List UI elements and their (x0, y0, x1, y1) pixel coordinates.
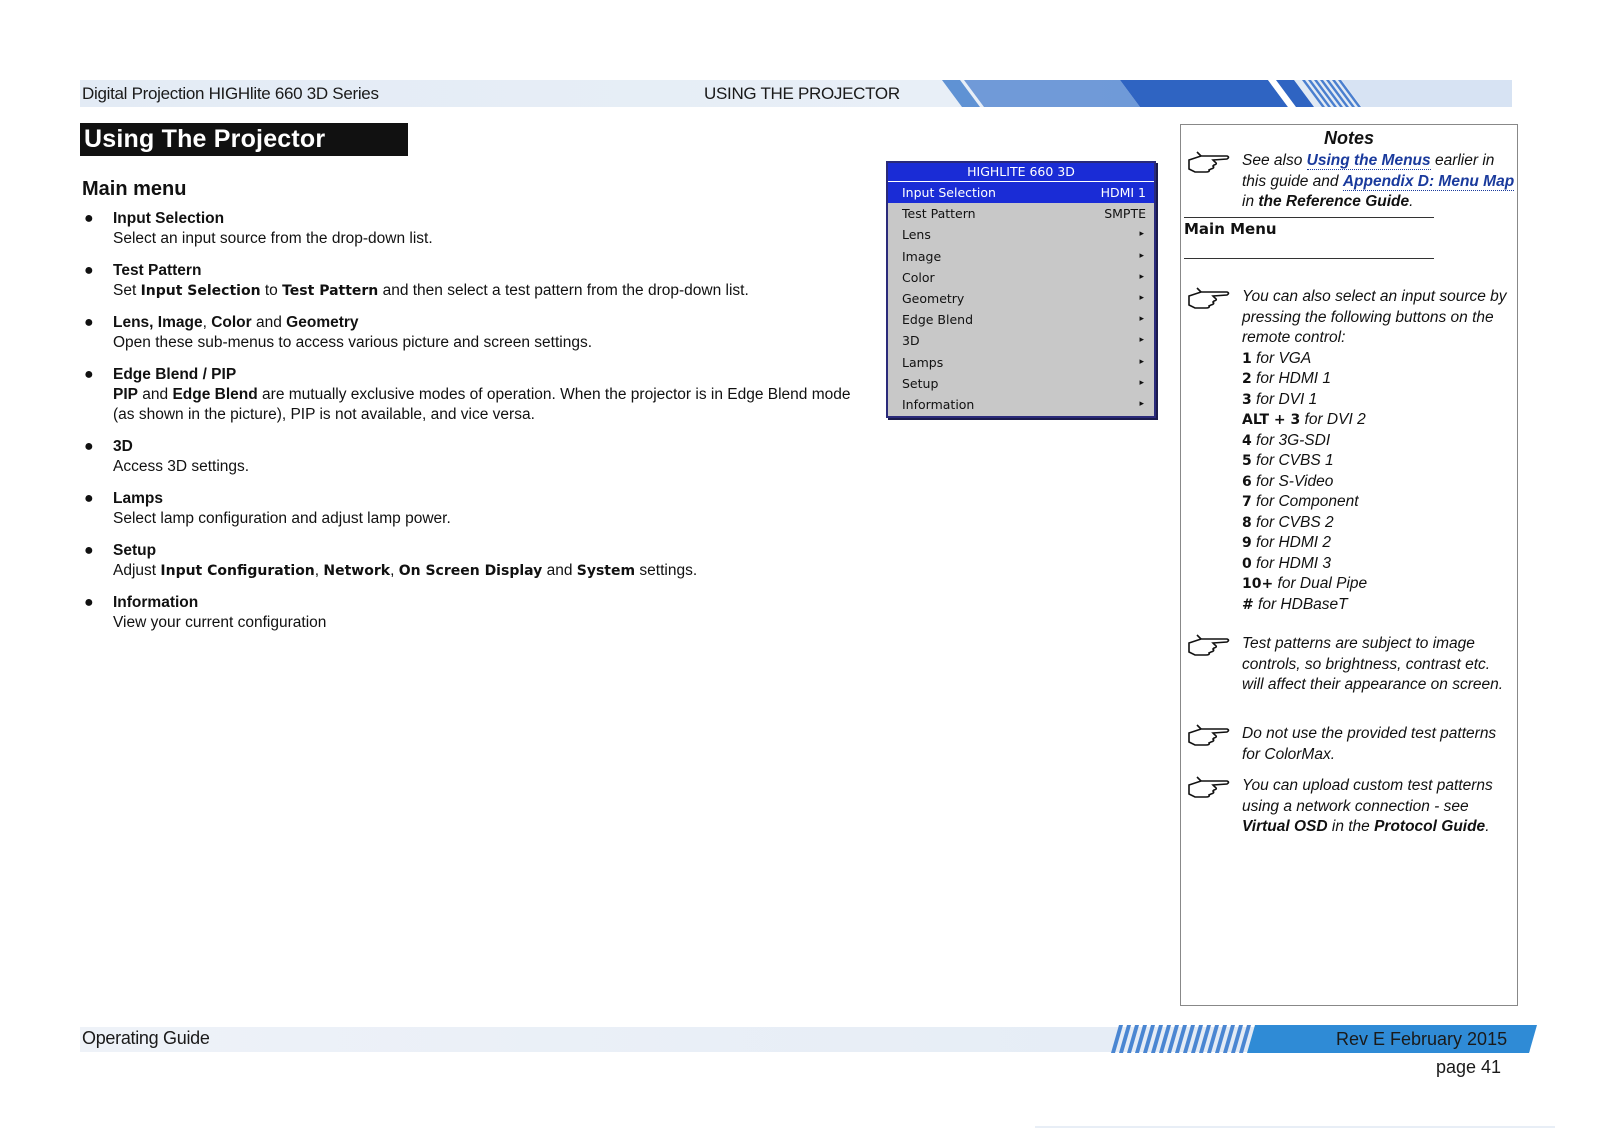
submenu-arrow-icon: ▸ (1139, 250, 1144, 261)
bullet-icon: ● (84, 262, 94, 279)
osd-row-lamps (888, 352, 1154, 373)
text: . (1485, 818, 1490, 835)
item-title: Test Pattern (113, 262, 202, 279)
item-description (113, 281, 862, 301)
osd-row-geometry (888, 288, 1154, 309)
text: See also (1242, 152, 1307, 169)
note-colormax (1187, 724, 1515, 765)
item-title: Input Selection (113, 210, 225, 227)
osd-row-label: Image (902, 248, 942, 264)
key-desc: for HDMI 2 (1251, 534, 1331, 551)
key-label: ALT + 3 (1242, 412, 1301, 428)
osd-row-label: Lens (902, 227, 931, 243)
key-desc: for DVI 2 (1300, 411, 1366, 428)
osd-main-menu-screenshot (886, 161, 1156, 418)
divider (1035, 1126, 1555, 1128)
item-title: Information (113, 594, 199, 611)
osd-row-label: Edge Blend (902, 312, 974, 328)
osd-row-image (888, 246, 1154, 267)
item-title: Edge Blend / PIP (113, 366, 237, 383)
header-section-name: USING THE PROJECTOR (704, 84, 900, 103)
divider (1184, 258, 1434, 259)
text: settings. (635, 562, 698, 579)
key-row (1242, 554, 1515, 575)
text: , (314, 562, 324, 579)
submenu-arrow-icon: ▸ (1139, 271, 1144, 282)
note-text: Do not use the provided test patterns for ColorMax. (1242, 725, 1497, 763)
text: the Reference Guide (1258, 193, 1410, 210)
key-row (1242, 451, 1515, 472)
menu-name: Test Pattern (282, 283, 379, 299)
text: Set (113, 282, 141, 299)
page-title: Using The Projector (80, 123, 408, 156)
list-item (82, 365, 862, 425)
key-desc: for HDBaseT (1253, 595, 1348, 613)
bullet-icon: ● (84, 366, 94, 383)
osd-row-label: Test Pattern (902, 206, 976, 222)
note-text (1242, 151, 1515, 213)
section-title: Main menu (82, 178, 187, 200)
pointing-hand-icon (1187, 151, 1231, 173)
key-row (1242, 492, 1515, 513)
page-number: page 41 (1436, 1057, 1502, 1077)
osd-row-label: 3D (902, 333, 920, 349)
note-test-patterns (1187, 634, 1515, 696)
list-item (82, 437, 862, 477)
submenu-arrow-icon: ▸ (1139, 377, 1144, 388)
submenu-arrow-icon: ▸ (1139, 292, 1144, 303)
key-row (1242, 410, 1515, 431)
text: Protocol Guide (1374, 818, 1486, 835)
menu-name: System (576, 563, 636, 579)
osd-row-edge-blend (888, 309, 1154, 330)
key-label: 7 (1242, 494, 1252, 510)
page-header (80, 80, 1512, 107)
note-intro: You can also select an input source by pressing the following buttons on the remote control: (1242, 288, 1507, 346)
key-desc: for HDMI 1 (1251, 370, 1331, 387)
item-title: Setup (113, 542, 157, 559)
note-see-also (1187, 151, 1515, 213)
submenu-arrow-icon: ▸ (1139, 356, 1144, 367)
key-row (1242, 390, 1515, 411)
key-label: # (1242, 596, 1254, 613)
divider (1184, 217, 1434, 218)
key-label: 9 (1242, 535, 1252, 551)
note-text (1242, 776, 1515, 838)
text: and (542, 562, 577, 579)
text: Adjust (113, 562, 161, 579)
note-text: Test patterns are subject to image controls, so brightness, contrast etc. will affect their appearance on screen. (1242, 635, 1504, 693)
menu-name: On Screen Display (398, 563, 543, 579)
bullet-icon: ● (84, 210, 94, 227)
key-label: 2 (1242, 371, 1252, 387)
osd-row-information (888, 394, 1154, 415)
header-product-name: Digital Projection HIGHlite 660 3D Series (82, 84, 379, 103)
key-row (1242, 472, 1515, 493)
bullet-icon: ● (84, 314, 94, 331)
note-custom-patterns (1187, 776, 1515, 838)
text: Edge Blend (172, 386, 258, 403)
text: Virtual OSD (1242, 818, 1328, 835)
text: . (1409, 193, 1414, 210)
key-label: 10+ (1242, 576, 1274, 592)
text: , (390, 562, 399, 579)
list-item (82, 489, 862, 529)
pointing-hand-icon (1187, 634, 1231, 656)
key-label: 0 (1242, 555, 1252, 572)
bullet-icon: ● (84, 438, 94, 455)
key-desc: for 3G-SDI (1251, 431, 1331, 449)
note-text (1242, 287, 1515, 615)
osd-row-test-pattern (888, 203, 1154, 224)
bullet-icon: ● (84, 542, 94, 559)
item-title: Lamps (113, 490, 163, 507)
list-item (82, 209, 862, 249)
key-row (1242, 513, 1515, 534)
submenu-arrow-icon: ▸ (1139, 335, 1144, 346)
submenu-arrow-icon: ▸ (1139, 314, 1144, 325)
key-label: 3 (1242, 391, 1252, 408)
bullet-icon: ● (84, 490, 94, 507)
notes-title: Notes (1323, 128, 1374, 148)
notes-panel (1180, 124, 1518, 1006)
pointing-hand-icon (1187, 287, 1231, 309)
key-row (1242, 431, 1515, 452)
text: and (251, 314, 287, 331)
key-desc: for CVBS 2 (1251, 513, 1334, 531)
item-description (113, 385, 862, 425)
key-row (1242, 533, 1515, 554)
list-item (82, 261, 862, 301)
key-desc: for HDMI 3 (1251, 554, 1331, 572)
key-label: 5 (1242, 453, 1252, 469)
list-item (82, 313, 862, 353)
menu-name: Network (323, 563, 391, 579)
item-description: View your current configuration (113, 614, 327, 631)
list-item (82, 541, 862, 581)
osd-row-label: Lamps (902, 354, 944, 370)
item-description: Select lamp configuration and adjust lamp power. (113, 510, 451, 527)
submenu-arrow-icon: ▸ (1139, 398, 1144, 409)
osd-row-input-selection (888, 182, 1154, 203)
text: and (137, 386, 173, 403)
osd-row-value: HDMI 1 (1100, 185, 1146, 200)
submenu-arrow-icon: ▸ (1139, 229, 1144, 240)
text: are mutually exclusive modes of operation. When the projector is in Edge Blend mode (as shown in the picture), PIP is not available, and vice versa. (113, 386, 851, 423)
main-menu-label: Main Menu (1184, 220, 1277, 238)
key-desc: for CVBS 1 (1251, 452, 1334, 469)
pointing-hand-icon (1187, 724, 1231, 746)
osd-row-value: SMPTE (1104, 206, 1146, 222)
osd-row-label: Color (902, 269, 935, 285)
key-label: 8 (1242, 514, 1252, 531)
item-description: Open these sub-menus to access various picture and screen settings. (113, 334, 593, 351)
osd-row-setup (888, 373, 1154, 394)
text: earlier in this guide and (1242, 152, 1495, 190)
osd-row-3d (888, 330, 1154, 351)
text: , (202, 314, 212, 331)
pointing-hand-icon (1187, 776, 1231, 798)
key-row (1242, 574, 1515, 595)
item-title: 3D (113, 438, 133, 455)
key-desc: for VGA (1251, 349, 1312, 367)
text: and then select a test pattern from the drop-down list. (378, 282, 749, 299)
key-label: 6 (1242, 473, 1252, 490)
osd-title: HIGHLITE 660 3D (888, 163, 1154, 182)
link-appendix-d-menu-map[interactable]: Appendix D: Menu Map (1342, 172, 1515, 190)
list-item (82, 593, 862, 633)
text: PIP (113, 386, 138, 403)
menu-name: Input Configuration (160, 563, 315, 579)
osd-row-label: Input Selection (902, 185, 996, 200)
osd-row-color (888, 267, 1154, 288)
text: Lens, Image (113, 314, 203, 331)
key-row (1242, 595, 1515, 616)
item-description: Access 3D settings. (113, 458, 250, 475)
menu-name: Input Selection (140, 283, 261, 299)
text: Geometry (286, 314, 359, 331)
text: Color (211, 314, 252, 331)
text: to (260, 282, 283, 299)
bullet-icon: ● (84, 594, 94, 611)
link-using-the-menus[interactable]: Using the Menus (1306, 152, 1431, 169)
osd-row-label: Geometry (902, 290, 965, 306)
key-label: 4 (1242, 432, 1252, 449)
text: in (1242, 193, 1259, 210)
note-remote-buttons (1187, 287, 1515, 615)
key-row (1242, 369, 1515, 390)
key-desc: for Component (1251, 493, 1359, 510)
item-description: Select an input source from the drop-down list. (113, 230, 433, 247)
footer-revision: Rev E February 2015 (1336, 1029, 1508, 1049)
osd-row-lens (888, 224, 1154, 245)
key-desc: for Dual Pipe (1273, 575, 1368, 592)
item-title (113, 313, 862, 333)
osd-row-label: Information (902, 396, 975, 412)
key-desc: for DVI 1 (1251, 390, 1318, 408)
text: in the (1327, 818, 1375, 835)
key-desc: for S-Video (1251, 472, 1334, 490)
main-menu-bullet-list (82, 209, 862, 645)
item-description (113, 561, 862, 581)
text: You can upload custom test patterns using a network connection - see (1242, 777, 1493, 815)
footer-guide-name: Operating Guide (82, 1028, 210, 1048)
key-row (1242, 349, 1515, 370)
key-label: 1 (1242, 350, 1252, 367)
osd-row-label: Setup (902, 375, 939, 391)
